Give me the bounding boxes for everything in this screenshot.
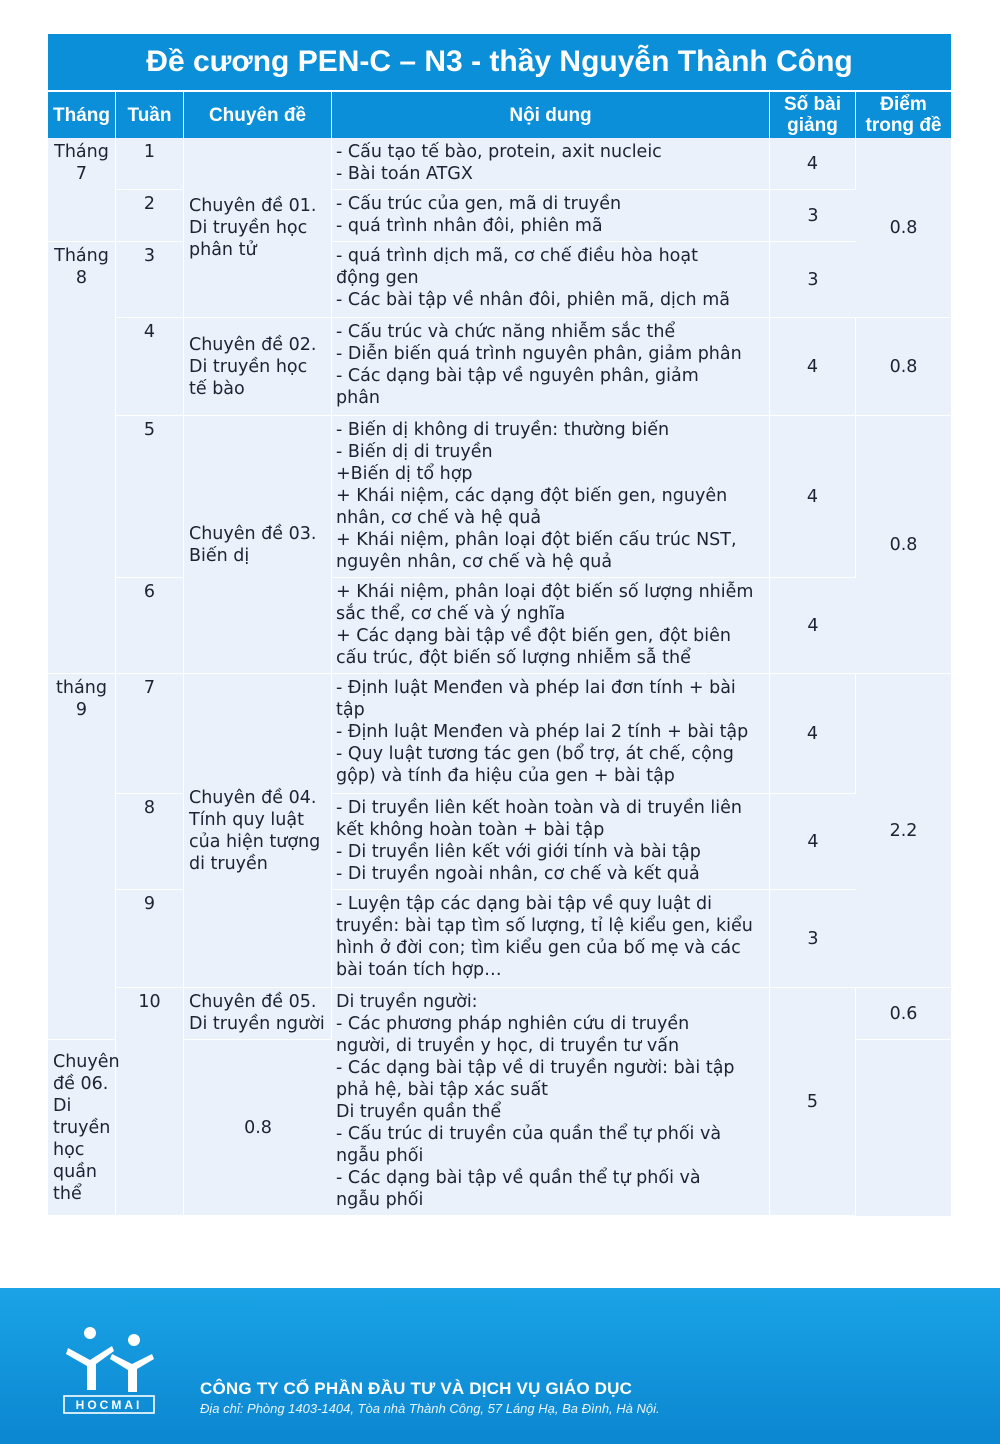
- topic-line: phân tử: [189, 239, 257, 260]
- week-cell: 5: [116, 416, 184, 578]
- footer-banner: [0, 1288, 1000, 1444]
- content-cell: [332, 794, 770, 890]
- header-month: Tháng: [48, 90, 116, 138]
- topic-line: Biến dị: [189, 545, 250, 566]
- document-title: Đề cương PEN-C – N3 - thầy Nguyễn Thành Công: [48, 34, 951, 90]
- content-line: cấu trúc, đột biến số lượng nhiễm sẫ thể: [336, 648, 691, 668]
- content-line: hình ở đời con; tìm kiểu gen của bố mẹ và các: [336, 938, 741, 958]
- table-row: [48, 416, 951, 578]
- topic-line: quần thể: [53, 1161, 98, 1204]
- month-label: Tháng: [54, 142, 109, 162]
- lectures-cell: 4: [770, 138, 856, 190]
- content-line: Di truyền người:: [336, 992, 478, 1012]
- month-cell: [48, 674, 116, 1040]
- table-row: [48, 794, 951, 890]
- week-cell: 10: [116, 988, 184, 1216]
- content-line: - Diễn biến quá trình nguyên phân, giảm phân: [336, 344, 742, 364]
- topic-line: Chuyên đề 06.: [53, 1051, 120, 1094]
- topic-line: Chuyên đề 02.: [189, 334, 317, 355]
- content-line: - Luyện tập các dạng bài tập về quy luật di: [336, 894, 712, 914]
- month-cell: [48, 242, 116, 674]
- syllabus-sheet: [48, 34, 951, 1216]
- content-line: kết không hoàn toàn + bài tập: [336, 820, 605, 840]
- table-row: [48, 578, 951, 674]
- week-cell: 6: [116, 578, 184, 674]
- lectures-cell: 4: [770, 674, 856, 794]
- content-line: sắc thể, cơ chế và ý nghĩa: [336, 604, 566, 624]
- topic-line: Chuyên đề 05.: [189, 992, 317, 1012]
- content-line: + Khái niệm, phân loại đột biến cấu trúc NST,: [336, 530, 737, 550]
- table-row: [48, 242, 951, 318]
- content-line: + Khái niệm, các dạng đột biến gen, nguyên: [336, 486, 728, 506]
- content-line: - Biến dị không di truyền: thường biến: [336, 420, 670, 440]
- header-lectures-line: Số bài: [783, 94, 841, 115]
- content-line: bài toán tích hợp…: [336, 960, 502, 980]
- table-row: [48, 674, 951, 794]
- content-cell: [332, 190, 770, 242]
- content-line: - quá trình dịch mã, cơ chế điều hòa hoạt: [336, 246, 698, 266]
- score-cell: 2.2: [856, 674, 951, 988]
- content-line: - Cấu trúc của gen, mã di truyền: [336, 194, 622, 214]
- content-line: phả hệ, bài tập xác suất: [336, 1080, 549, 1100]
- content-cell: [332, 416, 770, 578]
- topic-cell: [184, 988, 332, 1040]
- content-line: - Quy luật tương tác gen (bổ trợ, át chế, cộng: [336, 744, 734, 764]
- topic-cell: [184, 318, 332, 416]
- lectures-cell: 5: [770, 988, 856, 1216]
- lectures-cell: 3: [770, 890, 856, 988]
- table-row: [48, 318, 951, 416]
- content-cell: [332, 578, 770, 674]
- hocmai-logo-icon: [60, 1324, 156, 1416]
- content-line: - Cấu tạo tế bào, protein, axit nucleic: [336, 142, 662, 162]
- content-cell: [332, 318, 770, 416]
- content-line: - Các phương pháp nghiên cứu di truyền: [336, 1014, 690, 1034]
- header-week: Tuần: [116, 90, 184, 138]
- content-line: - Cấu trúc di truyền của quần thể tự phối và: [336, 1124, 722, 1144]
- month-number: 7: [75, 164, 88, 184]
- content-line: - Các bài tập về nhân đôi, phiên mã, dịch mã: [336, 290, 730, 310]
- lectures-cell: 3: [770, 190, 856, 242]
- header-score-line: trong đề: [865, 115, 942, 136]
- score-cell: 0.8: [184, 1040, 332, 1216]
- logo-text: HOCMAI: [75, 1398, 143, 1412]
- month-number: 9: [75, 700, 88, 720]
- content-line: - Định luật Menđen và phép lai đơn tính + bài: [336, 678, 736, 698]
- content-line: ngẫu phối: [336, 1190, 424, 1210]
- content-line: - Các dạng bài tập về di truyền người: bài tập: [336, 1058, 735, 1078]
- content-line: - quá trình nhân đôi, phiên mã: [336, 216, 603, 236]
- content-line: ngẫu phối: [336, 1146, 424, 1166]
- table-row: [48, 988, 951, 1040]
- week-cell: 1: [116, 138, 184, 190]
- content-line: - Biến dị di truyền: [336, 442, 493, 462]
- table-row: [48, 190, 951, 242]
- topic-cell: [184, 138, 332, 318]
- content-cell: [332, 988, 770, 1216]
- topic-line: Chuyên đề 01.: [189, 195, 317, 216]
- week-cell: 3: [116, 242, 184, 318]
- content-line: truyền: bài tạp tìm số lượng, tỉ lệ kiểu gen, kiểu: [336, 916, 753, 936]
- lectures-cell: 3: [770, 242, 856, 318]
- lectures-cell: 4: [770, 794, 856, 890]
- week-cell: 8: [116, 794, 184, 890]
- header-lectures: [770, 90, 856, 138]
- topic-line: Tính quy luật: [189, 809, 304, 830]
- week-cell: 2: [116, 190, 184, 242]
- company-name: CÔNG TY CỔ PHẦN ĐẦU TƯ VÀ DỊCH VỤ GIÁO DỤC: [200, 1379, 633, 1398]
- content-line: nhân, cơ chế và hệ quả: [336, 508, 542, 528]
- header-score-line: Điểm: [880, 94, 927, 115]
- topic-cell: [48, 1040, 120, 1216]
- header-lectures-line: giảng: [787, 115, 838, 136]
- header-score: [856, 90, 951, 138]
- topic-line: Chuyên đề 04.: [189, 787, 317, 808]
- content-line: - Các dạng bài tập về nguyên phân, giảm: [336, 366, 699, 386]
- content-line: - Bài toán ATGX: [336, 164, 473, 184]
- topic-cell: [184, 674, 332, 988]
- score-cell: 0.8: [856, 318, 951, 416]
- lectures-cell: 4: [770, 318, 856, 416]
- topic-line: của hiện tượng: [189, 831, 321, 852]
- score-cell: 0.8: [856, 416, 951, 674]
- content-line: người, di truyền y học, di truyền tư vấn: [336, 1036, 680, 1056]
- content-line: - Các dạng bài tập về quần thể tự phối và: [336, 1168, 701, 1188]
- topic-line: Chuyên đề 03.: [189, 523, 317, 544]
- content-line: phân: [336, 388, 381, 408]
- content-cell: [332, 242, 770, 318]
- month-number: 8: [75, 268, 88, 288]
- content-line: - Di truyền liên kết với giới tính và bài tập: [336, 842, 701, 862]
- content-line: Di truyền quần thể: [336, 1102, 502, 1122]
- content-line: động gen: [336, 268, 419, 288]
- topic-line: di truyền: [189, 853, 268, 874]
- score-cell: 0.8: [856, 138, 951, 318]
- content-line: +Biến dị tổ hợp: [336, 464, 473, 484]
- lectures-cell: 4: [770, 578, 856, 674]
- table-row: [48, 138, 951, 190]
- table-row: [48, 890, 951, 988]
- week-cell: 4: [116, 318, 184, 416]
- content-line: nguyên nhân, cơ chế và hệ quả: [336, 552, 613, 572]
- header-topic: Chuyên đề: [184, 90, 332, 138]
- content-cell: [332, 138, 770, 190]
- content-line: - Di truyền ngoài nhân, cơ chế và kết quả: [336, 864, 700, 884]
- content-cell: [332, 674, 770, 794]
- content-line: - Cấu trúc và chức năng nhiễm sắc thể: [336, 322, 676, 342]
- month-label: Tháng: [54, 246, 109, 266]
- syllabus-table: [48, 90, 951, 1216]
- topic-line: tế bào: [189, 378, 245, 399]
- month-label: tháng: [56, 678, 107, 698]
- topic-line: Di truyền học: [189, 356, 308, 377]
- content-line: + Khái niệm, phân loại đột biến số lượng nhiễm: [336, 582, 754, 602]
- topic-cell: [184, 416, 332, 674]
- week-cell: 7: [116, 674, 184, 794]
- topic-line: Di truyền học: [189, 217, 308, 238]
- topic-line: Di truyền học: [53, 1095, 111, 1160]
- lectures-cell: 4: [770, 416, 856, 578]
- table-header-row: [48, 90, 951, 138]
- header-content: Nội dung: [332, 90, 770, 138]
- company-address: Địa chỉ: Phòng 1403-1404, Tòa nhà Thành Công, 57 Láng Hạ, Ba Đình, Hà Nội.: [200, 1401, 660, 1416]
- content-line: - Định luật Menđen và phép lai 2 tính + bài tập: [336, 722, 749, 742]
- month-cell: [48, 138, 116, 242]
- content-line: tập: [336, 700, 365, 720]
- content-line: gộp) và tính đa hiệu của gen + bài tập: [336, 766, 675, 786]
- topic-line: Di truyền người: [189, 1014, 325, 1034]
- content-line: - Di truyền liên kết hoàn toàn và di truyền liên: [336, 798, 742, 818]
- week-cell: 9: [116, 890, 184, 988]
- content-cell: [332, 890, 770, 988]
- score-cell: 0.6: [856, 988, 951, 1040]
- content-line: + Các dạng bài tập về đột biến gen, đột biên: [336, 626, 731, 646]
